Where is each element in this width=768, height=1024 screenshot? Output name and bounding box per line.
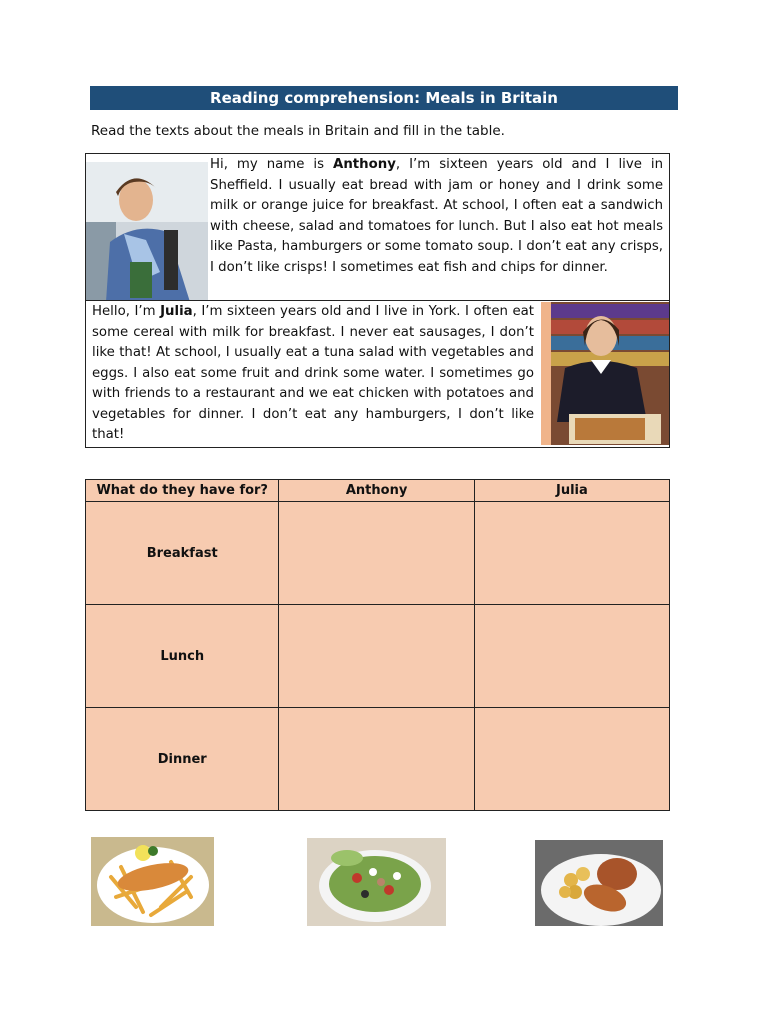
julia-text-box — [85, 300, 670, 448]
julia-photo — [541, 302, 669, 445]
anthony-paragraph — [210, 155, 663, 278]
header-julia: Julia — [474, 480, 669, 502]
anthony-lunch-cell[interactable] — [279, 605, 474, 708]
header-question: What do they have for? — [86, 480, 279, 502]
julia-intro: Hello, I’m — [92, 304, 161, 319]
anthony-dinner-cell[interactable] — [279, 708, 474, 811]
julia-name: Julia — [160, 304, 193, 319]
anthony-body: , I’m sixteen years old and I live in Sheffield. I usually eat bread with jam or honey and I drink some milk or orange juice for breakfast. At school, I often eat a sandwich with cheese, salad and tomatoes for lunch. But I also eat hot meals like Pasta, hamburgers or some tomato soup. I don’t eat any crisps, I don’t like crisps! I sometimes eat fish and chips for dinner. — [210, 157, 664, 275]
anthony-breakfast-cell[interactable] — [279, 502, 474, 605]
anthony-intro: Hi, my name is — [210, 157, 334, 172]
meals-table — [85, 479, 670, 811]
table-header-row — [86, 480, 670, 502]
anthony-name: Anthony — [333, 157, 396, 172]
fish-and-chips-image — [91, 837, 214, 926]
julia-dinner-cell[interactable] — [474, 708, 669, 811]
julia-paragraph — [92, 302, 534, 446]
julia-lunch-cell[interactable] — [474, 605, 669, 708]
table-row — [86, 708, 670, 811]
anthony-photo — [86, 162, 208, 302]
row-label-breakfast: Breakfast — [86, 502, 279, 605]
anthony-text-box — [85, 153, 670, 301]
julia-breakfast-cell[interactable] — [474, 502, 669, 605]
julia-body: , I’m sixteen years old and I live in York. I often eat some cereal with milk for breakfast. I never eat sausages, I don’t like that! At school, I usually eat a tuna salad with vegetables and eggs. I also eat some fruit and drink some water. I sometimes go with friends to a restaurant and we eat chicken with potatoes and vegetables for dinner. I don’t eat any hamburgers, I don’t like that! — [92, 304, 535, 442]
table-row — [86, 502, 670, 605]
instruction-text: Read the texts about the meals in Britain and fill in the table. — [91, 123, 505, 139]
chicken-potatoes-image — [535, 840, 663, 926]
row-label-lunch: Lunch — [86, 605, 279, 708]
salad-image — [307, 838, 446, 926]
table-row — [86, 605, 670, 708]
row-label-dinner: Dinner — [86, 708, 279, 811]
worksheet-title: Reading comprehension: Meals in Britain — [90, 86, 678, 110]
header-anthony: Anthony — [279, 480, 474, 502]
